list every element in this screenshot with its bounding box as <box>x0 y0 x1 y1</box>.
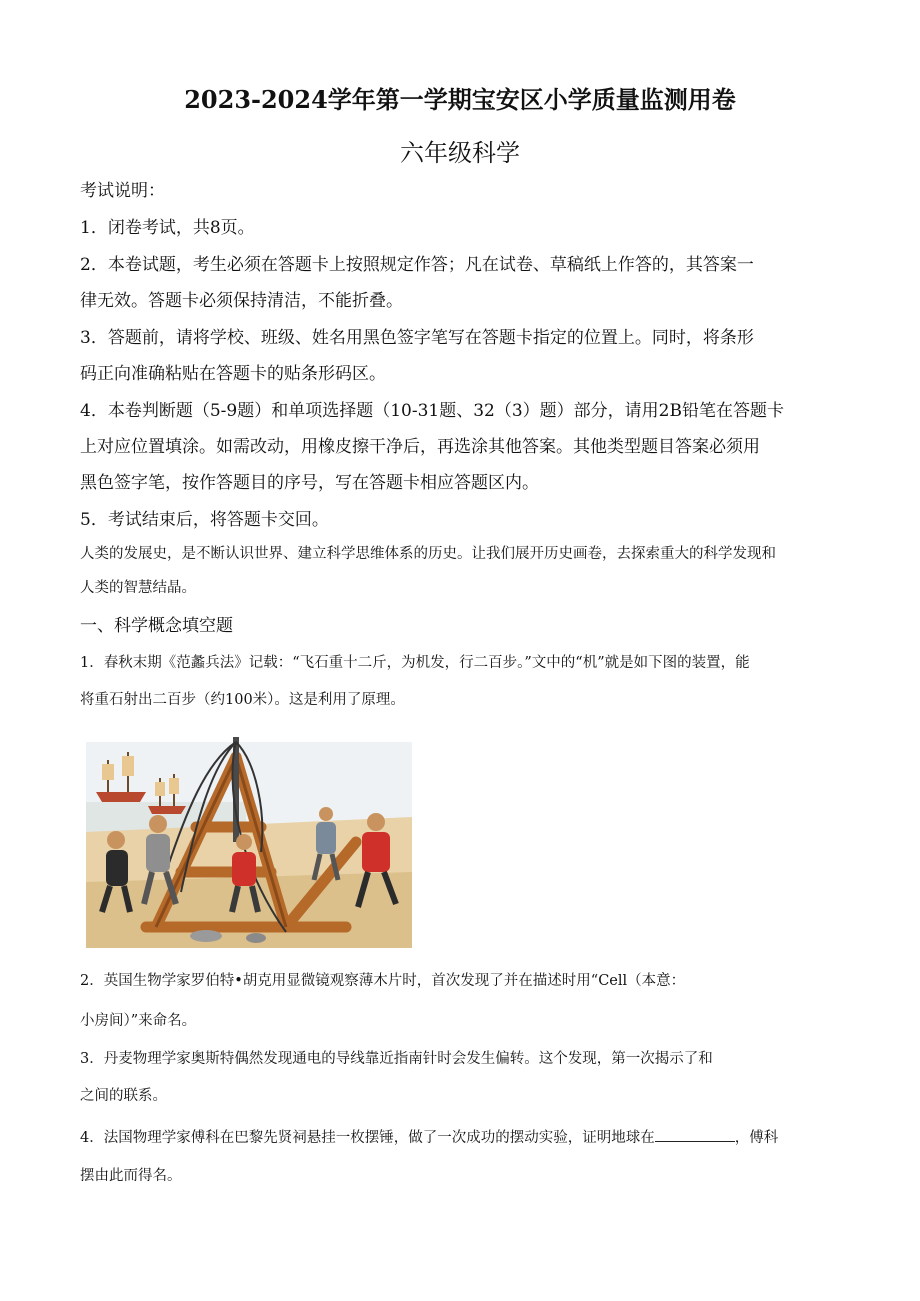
instruction-line: 上对应位置填涂。如需改动，用橡皮擦干净后，再选涂其他答案。其他类型题目答案必须用 <box>80 437 760 457</box>
answer-blank[interactable] <box>655 1127 735 1142</box>
question-2-line: 2．英国生物学家罗伯特•胡克用显微镜观察薄木片时，首次发现了并在描述时用“Cell（本意： <box>80 973 686 989</box>
instruction-line: 码正向准确粘贴在答题卡的贴条形码区。 <box>80 364 386 384</box>
question-3-line: 之间的联系。 <box>80 1088 167 1104</box>
exam-title: 2023-2024学年第一学期宝安区小学质量监测用卷 <box>184 85 736 114</box>
question-1-line: 1．春秋末期《范蠡兵法》记载：“飞石重十二斤，为机发，行二百步。”文中的“机”就是如下图的装置，能 <box>80 655 750 671</box>
question-4-line: 摆由此而得名。 <box>80 1168 182 1184</box>
question-4-line <box>80 1126 840 1147</box>
question-1-line: 将重石射出二百步（约100米）。这是利用了原理。 <box>80 692 405 708</box>
instruction-line: 4．本卷判断题（5-9题）和单项选择题（10-31题、32（3）题）部分，请用2B铅笔在答题卡 <box>80 401 784 421</box>
instruction-line: 1．闭卷考试，共8页。 <box>80 218 255 238</box>
section-heading: 一、科学概念填空题 <box>80 616 233 636</box>
question-2-line: 小房间）”来命名。 <box>80 1013 197 1029</box>
instructions-heading: 考试说明： <box>80 181 165 201</box>
catapult-drawing <box>86 722 412 948</box>
instruction-line: 黑色签字笔，按作答题目的序号，写在答题卡相应答题区内。 <box>80 473 539 493</box>
instruction-line: 律无效。答题卡必须保持清洁，不能折叠。 <box>80 291 403 311</box>
instruction-line: 2．本卷试题，考生必须在答题卡上按照规定作答；凡在试卷、草稿纸上作答的，其答案一 <box>80 255 754 275</box>
question-3-line: 3．丹麦物理学家奥斯特偶然发现通电的导线靠近指南针时会发生偏转。这个发现，第一次揭示了和 <box>80 1051 713 1067</box>
instruction-line: 5．考试结束后，将答题卡交回。 <box>80 510 329 530</box>
catapult-illustration <box>86 722 412 948</box>
exam-subtitle: 六年级科学 <box>400 139 520 167</box>
instruction-line: 3．答题前，请将学校、班级、姓名用黑色签字笔写在答题卡指定的位置上。同时，将条形 <box>80 328 754 348</box>
question-4-text: 4．法国物理学家傅科在巴黎先贤祠悬挂一枚摆锤，做了一次成功的摆动实验，证明地球在 <box>80 1130 655 1146</box>
intro-line: 人类的智慧结晶。 <box>80 580 196 596</box>
question-4-text-end: ，傅科 <box>734 1130 779 1146</box>
intro-line: 人类的发展史，是不断认识世界、建立科学思维体系的历史。让我们展开历史画卷，去探索重大的科学发现和 <box>80 546 776 562</box>
